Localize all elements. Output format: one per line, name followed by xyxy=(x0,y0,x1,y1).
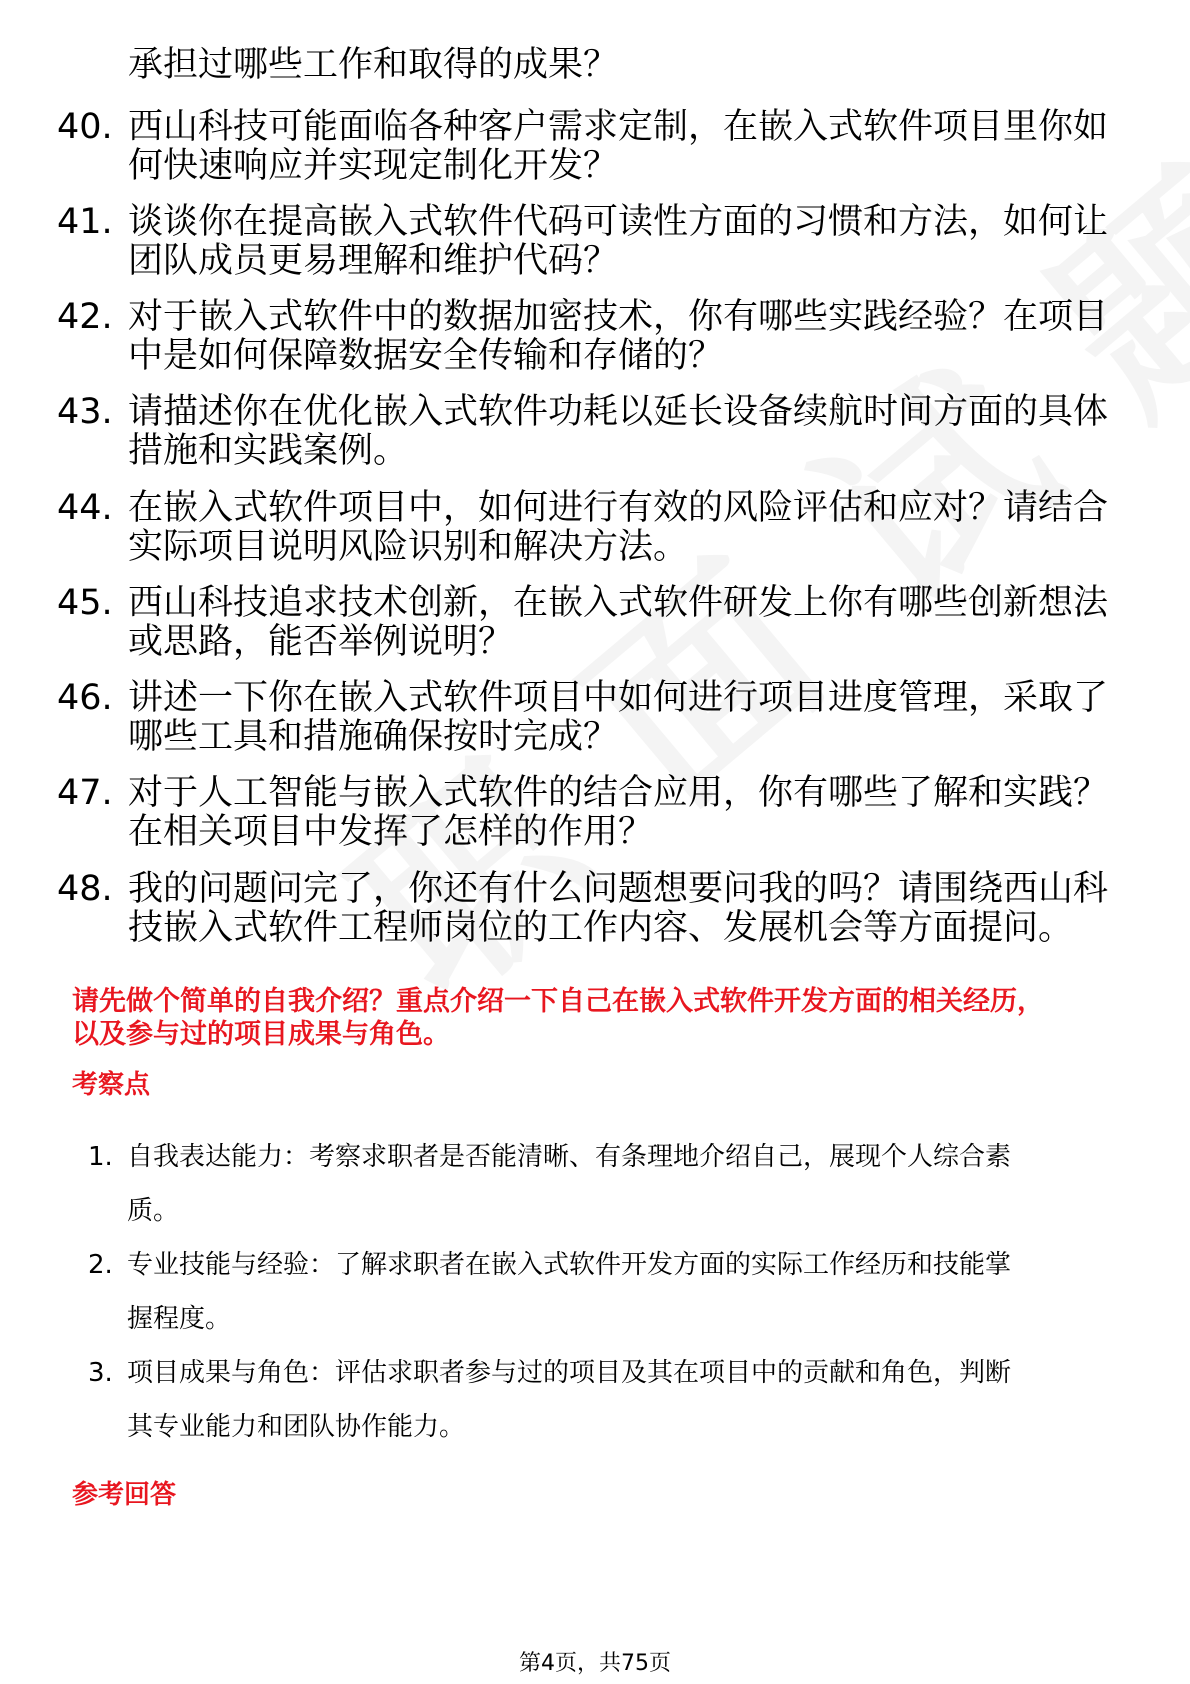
featured-question-line-1: 请先做个简单的自我介绍？重点介绍一下自己在嵌入式软件开发方面的相关经历， xyxy=(72,986,1044,1017)
question-text-line-1: 讲述一下你在嵌入式软件项目中如何进行项目进度管理，采取了 xyxy=(128,678,1109,718)
question-text-line-1: 在嵌入式软件项目中，如何进行有效的风险评估和应对？请结合 xyxy=(128,488,1109,528)
question-number: 45. xyxy=(57,583,113,623)
question-number: 40. xyxy=(57,107,113,147)
question-number: 41. xyxy=(57,202,113,242)
point-text-line-1: 自我表达能力：考察求职者是否能清晰、有条理地介绍自己，展现个人综合素 xyxy=(127,1142,1012,1172)
point-text-line-1: 专业技能与经验：了解求职者在嵌入式软件开发方面的实际工作经历和技能掌 xyxy=(127,1250,1012,1280)
question-text-line-1: 我的问题问完了，你还有什么问题想要问我的吗？请围绕西山科 xyxy=(128,869,1109,909)
point-number: 2. xyxy=(88,1250,113,1280)
question-text-line-1: 对于嵌入式软件中的数据加密技术，你有哪些实践经验？在项目 xyxy=(128,297,1109,337)
point-text-line-2: 握程度。 xyxy=(127,1304,232,1334)
question-text-line-1: 谈谈你在提高嵌入式软件代码可读性方面的习惯和方法，如何让 xyxy=(128,202,1109,242)
reference-heading: 参考回答 xyxy=(72,1480,177,1510)
point-text-line-2: 质。 xyxy=(127,1196,180,1226)
point-text-line-2: 其专业能力和团队协作能力。 xyxy=(127,1412,466,1442)
question-text-line-2: 实际项目说明风险识别和解决方法。 xyxy=(128,527,689,567)
question-text-line-1: 西山科技可能面临各种客户需求定制，在嵌入式软件项目里你如 xyxy=(128,107,1109,147)
question-text-line-2: 团队成员更易理解和维护代码？ xyxy=(128,241,619,281)
question-text-line-1: 请描述你在优化嵌入式软件功耗以延长设备续航时间方面的具体 xyxy=(128,392,1109,432)
question-number: 44. xyxy=(57,488,113,528)
question-number: 48. xyxy=(57,869,113,909)
question-number: 47. xyxy=(57,773,113,813)
question-text-line-2: 何快速响应并实现定制化开发？ xyxy=(128,146,619,186)
question-text-line-1: 对于人工智能与嵌入式软件的结合应用，你有哪些了解和实践？ xyxy=(128,773,1109,813)
question-text-line-2: 措施和实践案例。 xyxy=(128,431,409,471)
assessment-heading: 考察点 xyxy=(72,1070,151,1100)
question-text-line-2: 或思路，能否举例说明？ xyxy=(128,622,514,662)
question-number: 42. xyxy=(57,297,113,337)
question-text-line-2: 技嵌入式软件工程师岗位的工作内容、发展机会等方面提问。 xyxy=(128,908,1074,948)
point-text-line-1: 项目成果与角色：评估求职者参与过的项目及其在项目中的贡献和角色，判断 xyxy=(127,1358,1012,1388)
featured-question-line-2: 以及参与过的项目成果与角色。 xyxy=(72,1019,450,1050)
question-text-line-1: 西山科技追求技术创新，在嵌入式软件研发上你有哪些创新想法 xyxy=(128,583,1109,623)
question-number: 43. xyxy=(57,392,113,432)
point-number: 1. xyxy=(88,1142,113,1172)
question-text-line-2: 在相关项目中发挥了怎样的作用？ xyxy=(128,812,654,852)
question-text: 承担过哪些工作和取得的成果？ xyxy=(128,45,619,85)
point-number: 3. xyxy=(88,1358,113,1388)
question-text-line-2: 哪些工具和措施确保按时完成？ xyxy=(128,717,619,757)
question-text-line-2: 中是如何保障数据安全传输和存储的？ xyxy=(128,336,724,376)
page-number: 第4页，共75页 xyxy=(519,1651,671,1676)
question-number: 46. xyxy=(57,678,113,718)
